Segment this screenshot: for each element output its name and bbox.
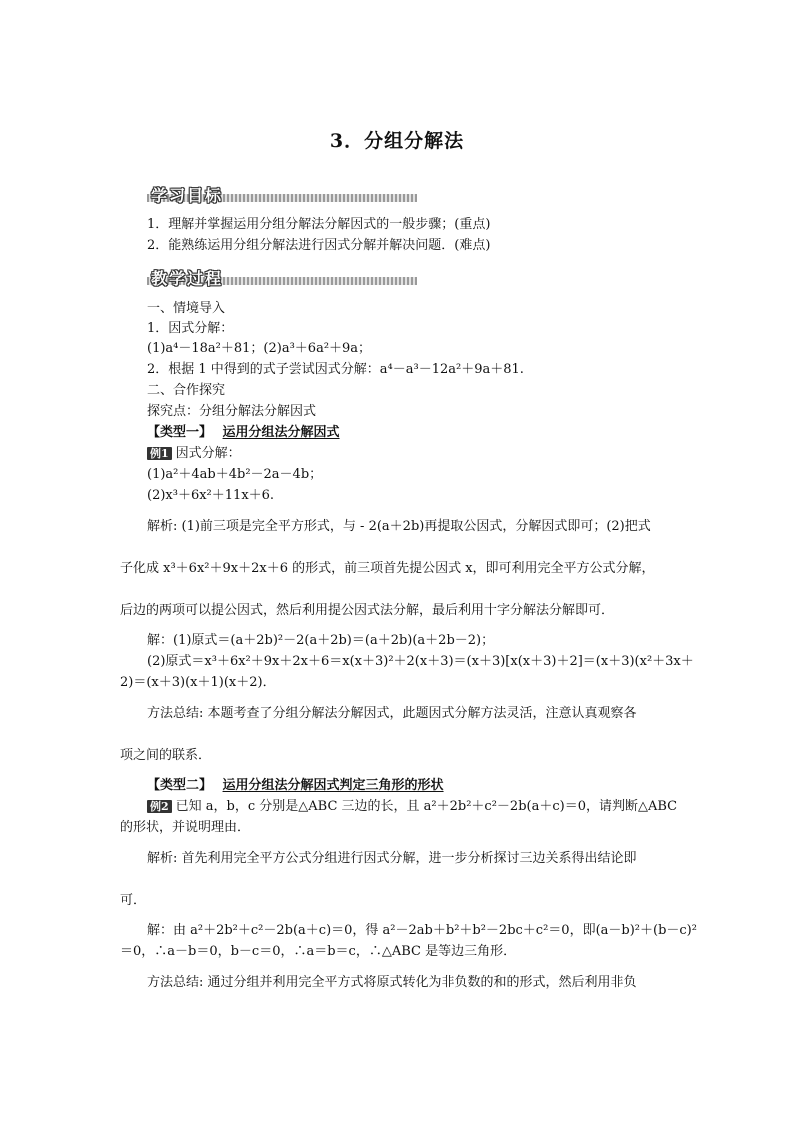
page-title: 3．分组分解法 xyxy=(329,130,465,152)
example-text: 因式分解： xyxy=(175,446,241,461)
type1-title: 运用分组法分解因式 xyxy=(222,425,340,440)
example-text: 已知 a，b，c 分别是△ABC 三边的长，且 a²＋2b²＋c²－2b(a＋c)＝0，请判断△ABC xyxy=(175,799,678,814)
type2-heading xyxy=(147,778,444,794)
intro-question-1: 1．因式分解： xyxy=(147,321,234,336)
type2-analysis-line: 解析: 首先利用完全平方公式分组进行因式分解，进一步分析探讨三边关系得出结论即 xyxy=(147,851,637,866)
example-badge: 例1 xyxy=(147,447,172,460)
intro-question-1-expr: (1)a⁴－18a²＋81；(2)a³＋6a²＋9a； xyxy=(147,341,372,356)
type2-analysis-line: 可． xyxy=(120,893,147,908)
type1-bracket: 【类型一】 xyxy=(147,425,213,440)
example-badge: 例2 xyxy=(147,800,172,813)
type1-heading xyxy=(147,425,340,441)
type1-exercise-1: (1)a²＋4ab＋4b²－2a－4b； xyxy=(147,467,323,482)
section-header-process xyxy=(147,266,417,288)
type2-bracket: 【类型二】 xyxy=(147,778,213,793)
goal-item: 2．能熟练运用分组分解法进行因式分解并解决问题．(难点) xyxy=(147,238,491,253)
type1-solution-line: 2)＝(x＋3)(x＋1)(x＋2)． xyxy=(120,675,276,690)
intro-question-2: 2．根据 1 中得到的式子尝试因式分解：a⁴－a³－12a²＋9a＋81. xyxy=(147,362,524,377)
type1-summary-line: 方法总结: 本题考查了分组分解法分解因式，此题因式分解方法灵活，注意认真观察各 xyxy=(147,706,637,721)
explore-heading: 二、合作探究 xyxy=(147,383,226,398)
section-header-goals xyxy=(147,183,417,205)
type1-analysis-line: 后边的两项可以提公因式，然后利用提公因式法分解，最后利用十字分解法分解即可． xyxy=(120,603,615,618)
type2-example xyxy=(147,799,677,815)
type2-title: 运用分组法分解因式判定三角形的形状 xyxy=(222,778,444,793)
type1-analysis-line: 子化成 x³＋6x²＋9x＋2x＋6 的形式，前三项首先提公因式 x，即可利用完全平方公式分解， xyxy=(120,561,655,576)
type1-solution-line: 解：(1)原式＝(a＋2b)²－2(a＋2b)＝(a＋2b)(a＋2b－2)； xyxy=(147,633,495,648)
type1-analysis-line: 解析: (1)前三项是完全平方形式，与 - 2(a＋2b)再提取公因式，分解因式即可；(2)把式 xyxy=(147,519,651,534)
section-header-label: 学习目标 xyxy=(151,186,224,205)
type2-solution-line: ＝0，∴a－b＝0，b－c＝0，∴a＝b＝c，∴△ABC 是等边三角形． xyxy=(120,944,517,959)
section-header-label: 教学过程 xyxy=(151,269,224,288)
goal-item: 1．理解并掌握运用分组分解法分解因式的一般步骤；(重点) xyxy=(147,217,491,232)
type1-example xyxy=(147,446,241,462)
type1-summary-line: 项之间的联系． xyxy=(120,748,212,763)
type2-example-line: 的形状，并说明理由． xyxy=(120,820,251,835)
type2-solution-line: 解：由 a²＋2b²＋c²－2b(a＋c)＝0，得 a²－2ab＋b²＋b²－2bc＋c²＝0，即(a－b)²＋(b－c)² xyxy=(147,923,697,938)
type2-summary-line: 方法总结: 通过分组并利用完全平方式将原式转化为非负数的和的形式，然后利用非负 xyxy=(147,975,637,990)
type1-exercise-2: (2)x³＋6x²＋11x＋6. xyxy=(147,488,275,503)
explore-point: 探究点：分组分解法分解因式 xyxy=(147,404,317,419)
type1-solution-line: (2)原式＝x³＋6x²＋9x＋2x＋6＝x(x＋3)²＋2(x＋3)＝(x＋3)[x(x＋3)＋2]＝(x＋3)(x²＋3x＋ xyxy=(147,654,694,669)
intro-heading: 一、情境导入 xyxy=(147,301,226,316)
